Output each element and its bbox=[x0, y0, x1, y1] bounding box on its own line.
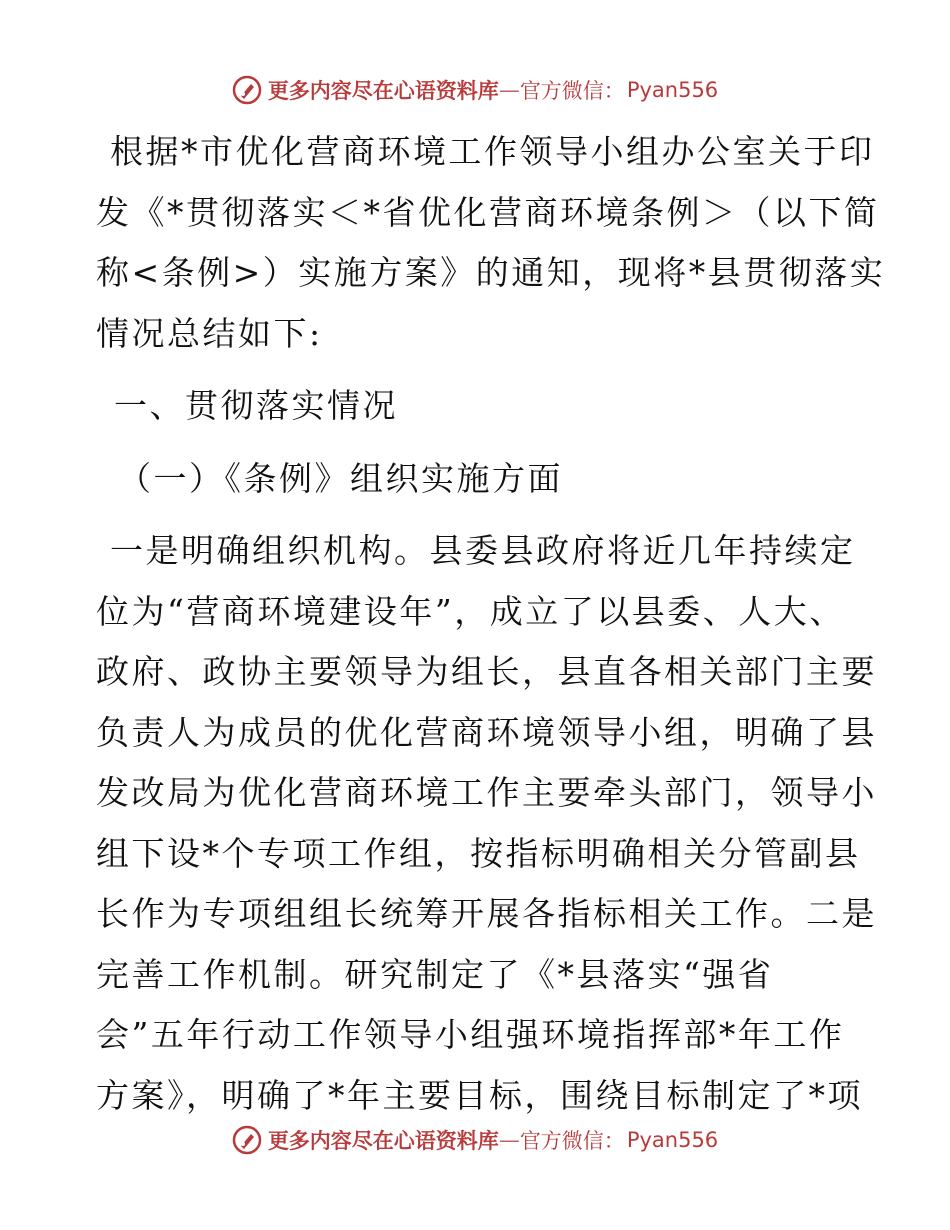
watermark-wechat-id: Pyan556 bbox=[626, 78, 719, 102]
intro-line: 根据*市优化营商环境工作领导小组办公室关于印 bbox=[110, 132, 875, 171]
body-line: 负责人为成员的优化营商环境领导小组，明确了县 bbox=[96, 712, 877, 752]
watermark-header bbox=[0, 70, 950, 110]
document-body bbox=[96, 122, 886, 1126]
watermark-separator: — bbox=[498, 1128, 520, 1152]
pen-logo-icon bbox=[232, 1125, 262, 1155]
body-line: 一是明确组织机构。县委县政府将近几年持续定 bbox=[110, 531, 856, 570]
body-line: 政府、政协主要领导为组长，县直各相关部门主要 bbox=[96, 652, 877, 691]
body-line: 方案》，明确了*年主要目标，围绕目标制定了*项 bbox=[96, 1075, 863, 1115]
body-line: 完善工作机制。研究制定了《*县落实“强省 bbox=[96, 954, 774, 994]
body-line: 会”五年行动工作领导小组强环境指挥部*年工作 bbox=[96, 1015, 845, 1054]
watermark-wechat-id: Pyan556 bbox=[626, 1128, 719, 1152]
intro-paragraph bbox=[96, 122, 886, 364]
watermark-main-text: 更多内容尽在心语资料库 bbox=[267, 1129, 499, 1153]
intro-line: 发《*贯彻落实＜*省优化营商环境条例＞（以下简 bbox=[96, 192, 880, 232]
pen-logo-icon bbox=[232, 75, 262, 105]
section-heading-1 bbox=[96, 376, 856, 437]
body-line: 发改局为优化营商环境工作主要牵头部门，领导小 bbox=[96, 773, 877, 812]
body-paragraph bbox=[96, 521, 877, 1126]
watermark-main-text: 更多内容尽在心语资料库 bbox=[267, 79, 499, 103]
intro-line: 称<条例>）实施方案》的通知，现将*县贯彻落实 bbox=[96, 253, 886, 292]
watermark-sub-text: 官方微信： bbox=[519, 1129, 625, 1153]
body-line: 位为“营商环境建设年”，成立了以县委、人大、 bbox=[96, 591, 845, 631]
body-line: 组下设*个专项工作组，按指标明确相关分管副县 bbox=[96, 833, 861, 873]
section-heading-2 bbox=[96, 449, 856, 510]
watermark-footer bbox=[0, 1120, 950, 1160]
heading-text: 一、贯彻落实情况 bbox=[114, 386, 398, 425]
intro-line: 情况总结如下: bbox=[96, 313, 323, 353]
watermark-separator: — bbox=[498, 78, 520, 102]
body-line: 长作为专项组组长统筹开展各指标相关工作。二是 bbox=[96, 894, 877, 933]
heading-text: （一）《条例》组织实施方面 bbox=[118, 458, 563, 498]
watermark-sub-text: 官方微信： bbox=[519, 79, 625, 103]
